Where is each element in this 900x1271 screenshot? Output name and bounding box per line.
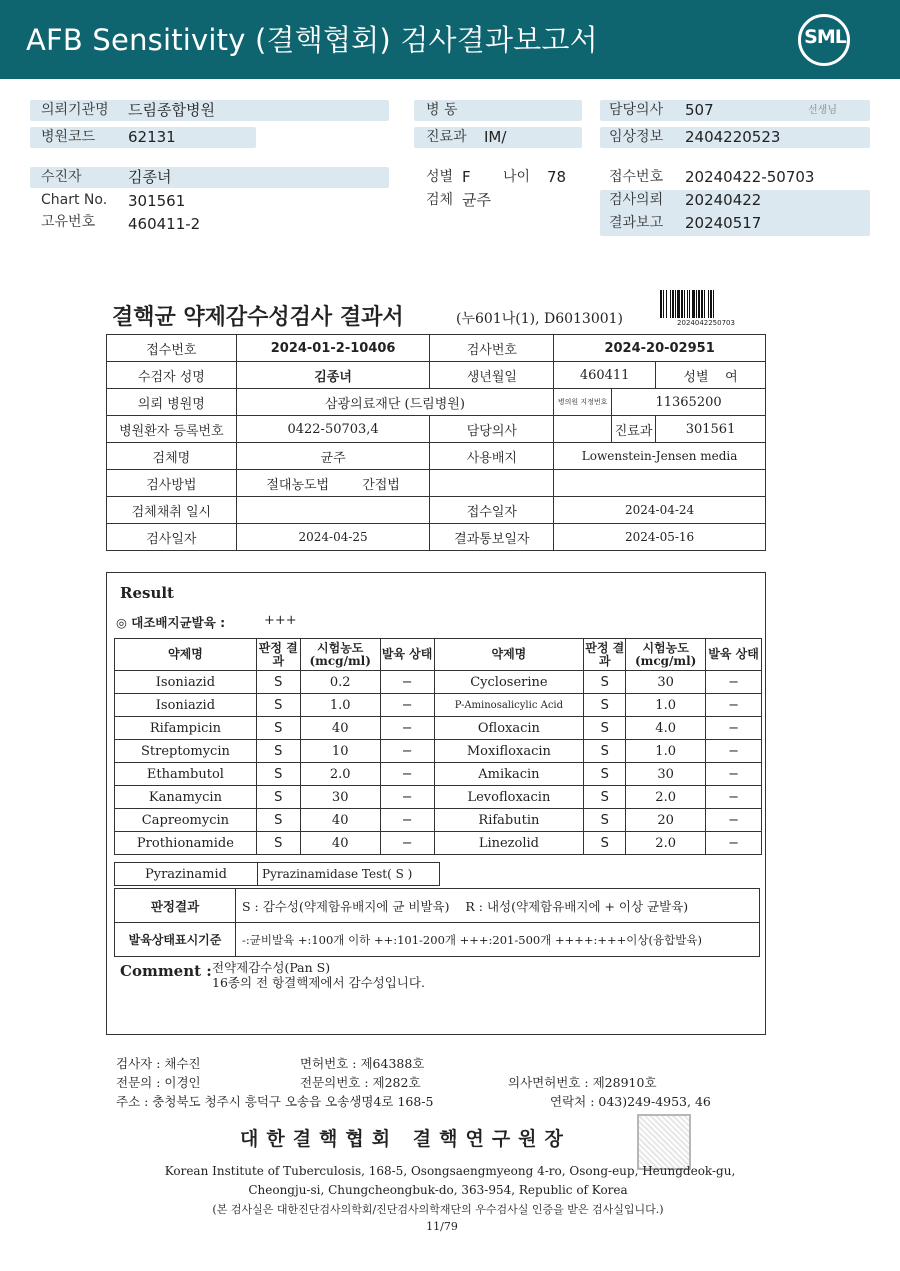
judgement: S	[256, 740, 300, 763]
col-header: 시험농도 (mcg/ml)	[300, 639, 380, 671]
request-label: 검사의뢰	[609, 192, 664, 208]
barcode-bar	[660, 290, 662, 318]
barcode-bar	[681, 290, 683, 318]
cell-value	[656, 362, 766, 389]
sex-label: 성별	[426, 169, 454, 185]
table-row	[115, 671, 762, 694]
judgement: S	[584, 694, 626, 717]
drug-name: Cycloserine	[434, 671, 584, 694]
age-label: 나이	[503, 169, 531, 185]
drug-name: Rifabutin	[434, 809, 584, 832]
license: 면허번호 : 제64388호	[300, 1056, 425, 1071]
request-value: 20240422	[685, 191, 762, 209]
growth: −	[706, 717, 762, 740]
sex-value: 여	[725, 369, 738, 385]
control-label: ◎ 대조배지균발육 :	[116, 615, 226, 630]
barcode-number: 2024042250703	[677, 319, 735, 327]
cell-value: 0422-50703,4	[236, 416, 430, 443]
cell-value: Lowenstein-Jensen media	[554, 443, 766, 470]
dept-value: IM/	[484, 128, 507, 146]
cell-label: 진료과	[612, 416, 656, 443]
specimen-value: 균주	[462, 191, 491, 209]
result-label: Result	[120, 584, 174, 602]
drug-name: P-Aminosalicylic Acid	[434, 694, 584, 717]
tester: 검사자 : 채수진	[116, 1056, 201, 1071]
cell-label: 검체명	[107, 443, 237, 470]
specialist: 전문의 : 이경인	[116, 1075, 201, 1090]
ward-label: 병 동	[426, 102, 458, 118]
table-row	[115, 786, 762, 809]
judgement: S	[584, 740, 626, 763]
cell-label: 병원환자 등록번호	[107, 416, 237, 443]
cell-label: 병의원 지정번호	[554, 389, 612, 416]
drug-name: Ethambutol	[115, 763, 257, 786]
growth: −	[380, 671, 434, 694]
clinical-label: 임상정보	[609, 129, 664, 145]
barcode-bar	[675, 290, 676, 318]
concentration: 2.0	[626, 832, 706, 855]
concentration: 30	[626, 671, 706, 694]
concentration: 40	[300, 809, 380, 832]
control-value: +++	[264, 613, 297, 628]
cell-label: 의뢰 병원명	[107, 389, 237, 416]
col-header: 판정 결과	[256, 639, 300, 671]
cell-empty	[554, 470, 766, 497]
judgement: S	[584, 717, 626, 740]
drug-name: Streptomycin	[115, 740, 257, 763]
judgement-r: R : 내성(약제함유배지에 + 이상 균발육)	[465, 898, 689, 914]
barcode-bar	[713, 290, 714, 318]
judgement: S	[256, 717, 300, 740]
judgement-label: 판정결과	[115, 889, 236, 923]
table-row	[115, 740, 762, 763]
info-bar	[30, 167, 389, 188]
growth-text: -:균비발육 +:100개 이하 ++:101-200개 +++:201-500개 ++++:+++이상(융합발육)	[236, 923, 760, 957]
growth: −	[706, 809, 762, 832]
report-title: 결핵균 약제감수성검사 결과서	[112, 305, 404, 330]
growth: −	[380, 786, 434, 809]
doctor-license: 의사면허번호 : 제28910호	[508, 1075, 657, 1090]
concentration: 0.2	[300, 671, 380, 694]
table-row	[115, 717, 762, 740]
cell-label: 수검자 성명	[107, 362, 237, 389]
growth: −	[380, 832, 434, 855]
judgement: S	[256, 671, 300, 694]
col-header: 시험농도 (mcg/ml)	[626, 639, 706, 671]
hospital-code-label: 병원코드	[41, 129, 96, 145]
barcode-bar	[677, 290, 680, 318]
doctor-suffix: 선생님	[808, 105, 837, 116]
cell-value	[236, 497, 430, 524]
cell-value: 2024-04-25	[236, 524, 430, 551]
cell-value: 김종녀	[236, 362, 430, 389]
barcode-bar	[672, 290, 674, 318]
barcode-bar	[689, 290, 690, 318]
concentration: 40	[300, 832, 380, 855]
sex-value: F	[462, 168, 471, 186]
barcode-bar	[708, 290, 709, 318]
pza-value: Pyrazinamidase Test( S )	[258, 863, 440, 886]
pza-table	[114, 862, 440, 886]
cell-value: 11365200	[612, 389, 766, 416]
uid-label: 고유번호	[41, 214, 96, 230]
barcode-bar	[701, 290, 703, 318]
receipt-label: 접수번호	[609, 169, 664, 185]
judgement: S	[256, 786, 300, 809]
report-value: 20240517	[685, 214, 762, 232]
barcode-bar	[704, 290, 705, 318]
method-1: 절대농도법	[266, 477, 330, 493]
chart-label: Chart No.	[41, 192, 108, 208]
judgement: S	[256, 694, 300, 717]
col-header: 판정 결과	[584, 639, 626, 671]
official-seal-icon	[637, 1114, 691, 1170]
drug-name: Ofloxacin	[434, 717, 584, 740]
barcode-bar	[687, 290, 688, 318]
comment-line-1: 전약제감수성(Pan S)	[212, 960, 331, 975]
dept-label: 진료과	[426, 129, 467, 145]
cell-value: 460411	[554, 362, 656, 389]
barcode-bar	[692, 290, 695, 318]
judgement: S	[256, 809, 300, 832]
institution-value: 드림종합병원	[128, 101, 215, 119]
barcode-icon	[659, 290, 753, 318]
age-value: 78	[547, 168, 567, 186]
address: 주소 : 충청북도 청주시 흥덕구 오송읍 오송생명4로 168-5	[116, 1094, 434, 1109]
doctor-label: 담당의사	[609, 102, 664, 118]
cell-label: 접수번호	[107, 335, 237, 362]
growth: −	[706, 740, 762, 763]
cell-label: 검사일자	[107, 524, 237, 551]
receipt-value: 20240422-50703	[685, 168, 815, 186]
specimen-label: 검체	[426, 192, 454, 208]
barcode-bar	[698, 290, 700, 318]
concentration: 2.0	[626, 786, 706, 809]
concentration: 30	[626, 763, 706, 786]
concentration: 1.0	[626, 694, 706, 717]
drug-name: Kanamycin	[115, 786, 257, 809]
growth: −	[380, 809, 434, 832]
growth: −	[380, 694, 434, 717]
growth: −	[706, 832, 762, 855]
drug-name: Moxifloxacin	[434, 740, 584, 763]
method-2: 간접법	[362, 477, 400, 493]
growth: −	[706, 694, 762, 717]
report-label: 결과보고	[609, 215, 664, 231]
judgement: S	[584, 671, 626, 694]
report-subtitle: (누601나(1), D6013001)	[456, 311, 624, 327]
concentration: 10	[300, 740, 380, 763]
cell-value	[236, 470, 430, 497]
cell-label: 결과통보일자	[430, 524, 554, 551]
drug-name: Amikacin	[434, 763, 584, 786]
col-header: 약제명	[434, 639, 584, 671]
cell-label: 검체채취 일시	[107, 497, 237, 524]
cell-label: 검사번호	[430, 335, 554, 362]
growth: −	[380, 717, 434, 740]
drug-name: Isoniazid	[115, 671, 257, 694]
chart-value: 301561	[128, 192, 186, 210]
judgement: S	[584, 786, 626, 809]
col-header: 약제명	[115, 639, 257, 671]
sex-label: 성별	[683, 369, 709, 385]
judgement: S	[256, 763, 300, 786]
drug-name: Capreomycin	[115, 809, 257, 832]
table-row	[115, 832, 762, 855]
drug-name: Rifampicin	[115, 717, 257, 740]
cell-value: 2024-20-02951	[554, 335, 766, 362]
concentration: 40	[300, 717, 380, 740]
comment-line-2: 16종의 전 항결핵제에서 감수성입니다.	[212, 975, 425, 990]
growth: −	[706, 763, 762, 786]
growth-label: 발육상태표시기준	[115, 923, 236, 957]
table-row	[115, 809, 762, 832]
concentration: 20	[626, 809, 706, 832]
judgement: S	[584, 809, 626, 832]
drug-name: Prothionamide	[115, 832, 257, 855]
judgement: S	[256, 832, 300, 855]
cell-value: 2024-05-16	[554, 524, 766, 551]
certification-note: (본 검사실은 대한진단검사의학회/진단검사의학재단의 우수검사실 인증을 받은 검사실입니다.)	[212, 1203, 664, 1216]
barcode-bar	[666, 290, 667, 318]
judgement-s: S : 감수성(약제함유배지에 균 비발육)	[242, 898, 450, 914]
cell-value: 301561	[656, 416, 766, 443]
cell-empty	[430, 470, 554, 497]
judgement-text	[236, 889, 760, 923]
barcode-bar	[710, 290, 712, 318]
contact: 연락처 : 043)249-4953, 46	[550, 1094, 711, 1109]
barcode-bar	[663, 290, 664, 318]
barcode-bar	[696, 290, 697, 318]
legend-table	[114, 888, 760, 957]
organization-name: 대한결핵협회 결핵연구원장	[240, 1128, 571, 1150]
drug-name: Linezolid	[434, 832, 584, 855]
logo-text: SML	[804, 26, 846, 48]
hospital-code-value: 62131	[128, 128, 176, 146]
english-address-2: Cheongju-si, Chungcheongbuk-do, 363-954, Republic of Korea	[248, 1183, 628, 1197]
concentration: 2.0	[300, 763, 380, 786]
cell-label: 사용배지	[430, 443, 554, 470]
cell-value: 2024-04-24	[554, 497, 766, 524]
page-title: AFB Sensitivity (결핵협회) 검사결과보고서	[26, 23, 598, 57]
institution-label: 의뢰기관명	[41, 102, 109, 118]
growth: −	[380, 740, 434, 763]
patient-table	[106, 334, 766, 551]
concentration: 30	[300, 786, 380, 809]
cell-value: 균주	[236, 443, 430, 470]
col-header: 발육 상태	[380, 639, 434, 671]
clinical-value: 2404220523	[685, 128, 781, 146]
cell-label: 담당의사	[430, 416, 554, 443]
growth: −	[380, 763, 434, 786]
concentration: 1.0	[300, 694, 380, 717]
cell-value: 2024-01-2-10406	[236, 335, 430, 362]
comment-label: Comment :	[120, 962, 212, 980]
table-row	[115, 763, 762, 786]
english-address-1: Korean Institute of Tuberculosis, 168-5, Osongsaengmyeong 4-ro, Osong-eup, Heungdeok-gu,	[164, 1164, 736, 1178]
judgement: S	[584, 763, 626, 786]
cell-value	[554, 416, 612, 443]
page-number: 11/79	[426, 1220, 458, 1233]
specialist-number: 전문의번호 : 제282호	[300, 1075, 421, 1090]
concentration: 1.0	[626, 740, 706, 763]
col-header: 발육 상태	[706, 639, 762, 671]
judgement: S	[584, 832, 626, 855]
cell-value: 삼광의료재단 (드림병원)	[236, 389, 553, 416]
doctor-value: 507	[685, 101, 714, 119]
barcode-bar	[670, 290, 671, 318]
patient-value: 김종녀	[128, 168, 172, 186]
table-row	[115, 694, 762, 717]
growth: −	[706, 786, 762, 809]
pza-label: Pyrazinamid	[115, 863, 258, 886]
cell-label: 접수일자	[430, 497, 554, 524]
patient-label: 수진자	[41, 169, 82, 185]
drug-name: Isoniazid	[115, 694, 257, 717]
growth: −	[706, 671, 762, 694]
barcode-bar	[684, 290, 685, 318]
drug-table	[114, 638, 762, 855]
uid-value: 460411-2	[128, 215, 201, 233]
cell-label: 검사방법	[107, 470, 237, 497]
cell-label: 생년월일	[430, 362, 554, 389]
concentration: 4.0	[626, 717, 706, 740]
drug-name: Levofloxacin	[434, 786, 584, 809]
